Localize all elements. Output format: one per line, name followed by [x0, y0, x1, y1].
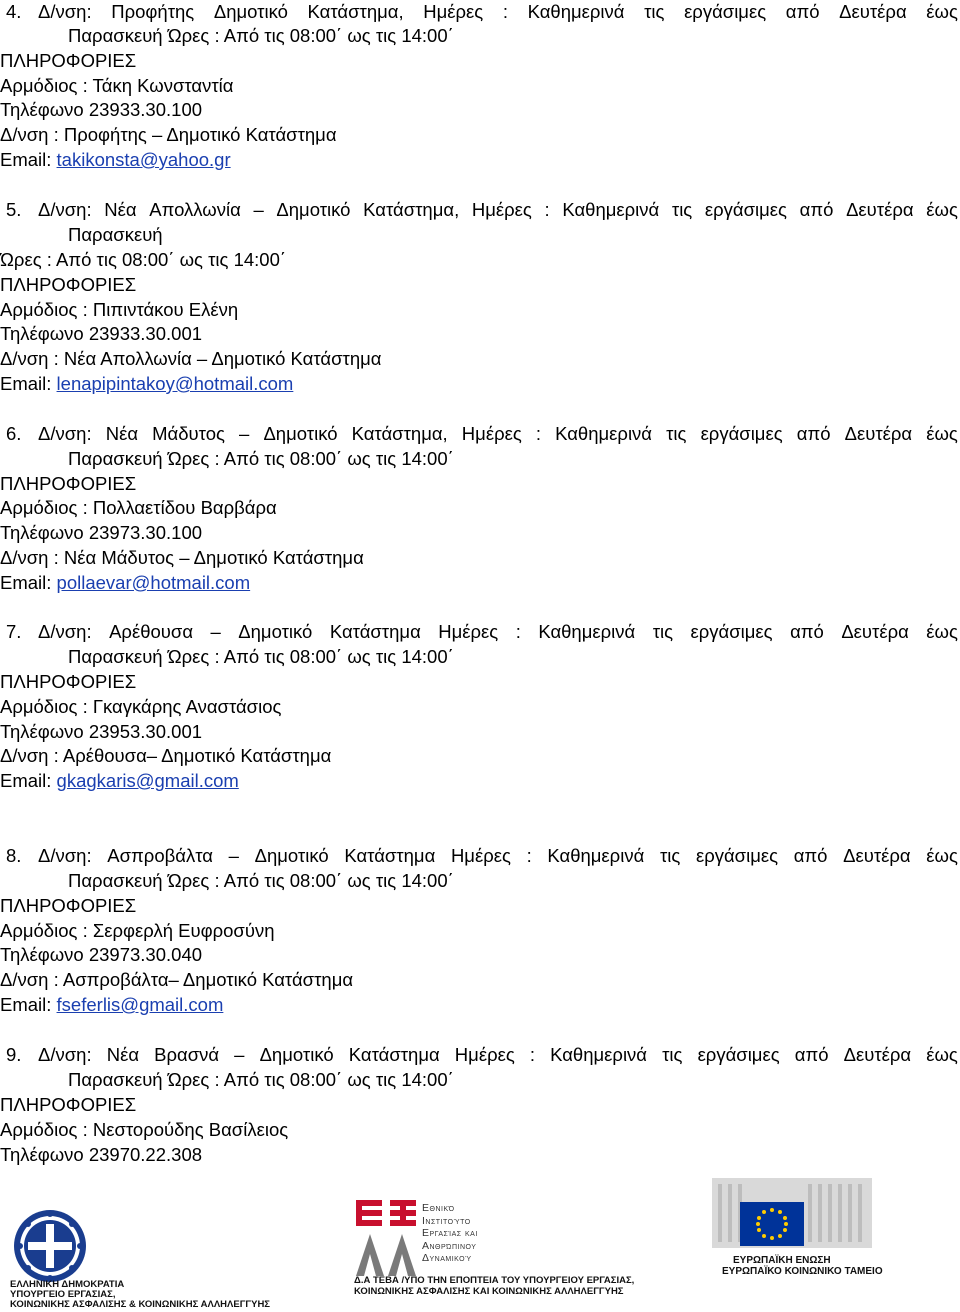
item-6-heading [6, 422, 958, 446]
item-number: 5. [6, 199, 22, 220]
head-word: Κατάστημα [329, 621, 421, 642]
eiead-logo-icon [354, 1198, 420, 1280]
head-word: Δευτέρα [843, 1044, 912, 1065]
item-number: 6. [6, 423, 22, 444]
head-word: Καθημερινά [527, 1, 625, 22]
item-7-email-line [0, 769, 239, 793]
head-word: Δευτέρα [843, 845, 911, 866]
item-8-email-link[interactable]: fseferlis@gmail.com [56, 994, 224, 1015]
head-word: Ασπροβάλτα [107, 845, 213, 866]
head-word: Δημοτικό [276, 199, 351, 220]
head-word: Μάδυτος [152, 423, 225, 444]
item-5-address: Δ/νση : Νέα Απολλωνία – Δημοτικό Κατάστημα [0, 348, 382, 369]
head-word: Δημοτικό [259, 1044, 334, 1065]
item-8-phone: Τηλέφωνο 23973.30.040 [0, 944, 203, 965]
item-8-hours: Παρασκευή Ώρες : Από τις 08:00΄ ως τις 14:00΄ [68, 870, 454, 891]
head-word: από [785, 1, 820, 22]
head-word: Προφήτης [111, 1, 195, 22]
hr-ministry-label: ΥΠΟΥΡΓΕΙΟ ΕΡΓΑΣΙΑΣ, [10, 1289, 116, 1300]
eiead-line: Εργασίας και [422, 1227, 478, 1239]
email-label: Email: [0, 373, 57, 394]
email-label: Email: [0, 149, 57, 170]
item-9-heading [6, 1043, 958, 1067]
eiead-line: Ανθρώπινου [422, 1239, 477, 1252]
head-word: τις [644, 1, 665, 22]
head-word: Δευτέρα [844, 423, 913, 444]
greek-emblem-icon [10, 1206, 90, 1286]
item-8-heading [6, 844, 958, 868]
head-word: Καθημερινά [555, 423, 652, 444]
head-word: Ημέρες [450, 845, 511, 866]
head-word: τις [666, 423, 687, 444]
item-7-email-link[interactable]: gkagkaris@gmail.com [56, 770, 239, 791]
head-word: από [794, 1044, 829, 1065]
head-word: Δημοτικό [263, 423, 338, 444]
item-5-manager: Αρμόδιος : Πιπιντάκου Ελένη [0, 299, 239, 320]
head-word: έως [926, 423, 958, 444]
head-word: Νέα [104, 199, 137, 220]
item-8-manager: Αρμόδιος : Σερφερλή Ευφροσύνη [0, 920, 275, 941]
head-word: Κατάστημα, [363, 199, 460, 220]
head-word: Νέα [105, 423, 139, 444]
head-word: Ημέρες [471, 199, 532, 220]
head-word: Δ/νση: [38, 845, 92, 866]
head-word: Ημέρες [454, 1044, 515, 1065]
item-6-email-link[interactable]: pollaevar@hotmail.com [56, 572, 251, 593]
item-4-address: Δ/νση : Προφήτης – Δημοτικό Κατάστημα [0, 124, 337, 145]
item-6-address: Δ/νση : Νέα Μάδυτος – Δημοτικό Κατάστημα [0, 547, 364, 568]
item-8-email-line [0, 993, 223, 1017]
item-number: 7. [6, 621, 22, 642]
head-word: τις [659, 845, 681, 866]
head-word: Δ/νση: [38, 1, 92, 22]
head-word: – [253, 199, 264, 220]
head-word: Δευτέρα [846, 199, 914, 220]
head-word: τις [652, 621, 674, 642]
head-word: έως [926, 1044, 958, 1065]
item-4-phone: Τηλέφωνο 23933.30.100 [0, 99, 203, 120]
item-5-heading [6, 198, 958, 222]
item-7-heading [6, 620, 958, 644]
head-word: Βρασνά [154, 1044, 220, 1065]
head-word: Κατάστημα, [351, 423, 448, 444]
item-9-info-label: ΠΛΗΡΟΦΟΡΙΕΣ [0, 1094, 137, 1115]
head-word: Καθημερινά [562, 199, 660, 220]
item-9-manager: Αρμόδιος : Νεστορούδης Βασίλειος [0, 1119, 289, 1140]
item-number: 8. [6, 845, 22, 866]
head-word: Δημοτικό [213, 1, 288, 22]
head-word: : [544, 199, 550, 220]
item-9-hours: Παρασκευή Ώρες : Από τις 08:00΄ ως τις 14:00΄ [68, 1069, 454, 1090]
item-7-info-label: ΠΛΗΡΟΦΟΡΙΕΣ [0, 671, 137, 692]
head-word: : [529, 1044, 536, 1065]
head-word: – [210, 621, 221, 642]
head-word: : [535, 423, 542, 444]
head-word: εργάσιμες [695, 845, 779, 866]
item-7-phone: Τηλέφωνο 23953.30.001 [0, 721, 203, 742]
head-word: εργάσιμες [704, 199, 787, 220]
item-5-hours: Ώρες : Από τις 08:00΄ ως τις 14:00΄ [0, 249, 287, 270]
item-4-email-link[interactable]: takikonsta@yahoo.gr [56, 149, 231, 170]
head-word: εργάσιμες [690, 621, 773, 642]
footer-logos [0, 1168, 960, 1312]
item-6-email-line [0, 571, 250, 595]
head-word: – [234, 1044, 245, 1065]
head-word: : [526, 845, 532, 866]
head-word: Κατάστημα, [307, 1, 404, 22]
item-6-hours: Παρασκευή Ώρες : Από τις 08:00΄ ως τις 14:00΄ [68, 448, 454, 469]
head-word: εργάσιμες [700, 423, 783, 444]
item-5-cont: Παρασκευή [68, 224, 163, 245]
head-word: Δ/νση: [38, 423, 92, 444]
item-4-heading [6, 0, 958, 24]
head-word: έως [926, 845, 958, 866]
head-word: Δ/νση: [38, 199, 92, 220]
head-word: έως [926, 199, 958, 220]
head-word: Κατάστημα [344, 845, 436, 866]
email-label: Email: [0, 770, 57, 791]
head-word: Καθημερινά [550, 1044, 647, 1065]
head-word: : [502, 1, 508, 22]
head-word: Δημοτικό [238, 621, 313, 642]
head-word: έως [926, 1, 958, 22]
head-word: Κατάστημα [348, 1044, 440, 1065]
item-7-address: Δ/νση : Αρέθουσα– Δημοτικό Κατάστημα [0, 745, 332, 766]
eiead-line: Ινστιτούτο [422, 1214, 471, 1227]
email-label: Email: [0, 572, 57, 593]
item-9-phone: Τηλέφωνο 23970.22.308 [0, 1144, 203, 1165]
item-number: 9. [6, 1044, 22, 1065]
head-word: έως [926, 621, 958, 642]
head-word: Δ/νση: [38, 621, 92, 642]
head-word: Δευτέρα [841, 621, 909, 642]
head-word: : [515, 621, 521, 642]
item-5-email-line [0, 372, 293, 396]
head-word: Αρέθουσα [109, 621, 194, 642]
item-4-email-line [0, 148, 231, 172]
head-word: Ημέρες [438, 621, 499, 642]
head-word: Νέα [106, 1044, 140, 1065]
eiead-name [422, 1202, 478, 1265]
item-4-info-label: ΠΛΗΡΟΦΟΡΙΕΣ [0, 50, 137, 71]
head-word: τις [671, 199, 693, 220]
head-word: εργάσιμες [684, 1, 767, 22]
item-6-info-label: ΠΛΗΡΟΦΟΡΙΕΣ [0, 473, 137, 494]
head-word: – [228, 845, 239, 866]
eu-union-label: ΕΥΡΩΠΑΪΚΗ ΕΝΩΣΗ [733, 1255, 831, 1266]
item-5-info-label: ΠΛΗΡΟΦΟΡΙΕΣ [0, 274, 137, 295]
head-word: τις [662, 1044, 683, 1065]
item-5-email-link[interactable]: lenapipintakoy@hotmail.com [56, 373, 294, 394]
head-word: εργάσιμες [697, 1044, 780, 1065]
eiead-line: Δυναμικού [422, 1252, 472, 1264]
head-word: Δ/νση: [38, 1044, 92, 1065]
head-word: από [796, 423, 831, 444]
item-7-hours: Παρασκευή Ώρες : Από τις 08:00΄ ως τις 14:00΄ [68, 646, 454, 667]
hr-ministry-label-2: ΚΟΙΝΩΝΙΚΗΣ ΑΣΦΑΛΙΣΗΣ & ΚΟΙΝΩΝΙΚΗΣ ΑΛΛΗΛΕΓΓΥΗΣ [10, 1299, 271, 1310]
head-word: Καθημερινά [538, 621, 636, 642]
hr-republic-label: ΕΛΛΗΝΙΚΗ ΔΗΜΟΚΡΑΤΙΑ [10, 1279, 125, 1290]
head-word: από [790, 621, 824, 642]
item-4-manager: Αρμόδιος : Τάκη Κωνσταντία [0, 75, 234, 96]
head-word: από [799, 199, 834, 220]
head-word: Δημοτικό [254, 845, 329, 866]
head-word: Απολλωνία [149, 199, 241, 220]
dateva-label-2: ΚΟΙΝΩΝΙΚΗΣ ΑΣΦΑΛΙΣΗΣ ΚΑΙ ΚΟΙΝΩΝΙΚΗΣ ΑΛΛΗΛΕΓΓΥΗΣ [354, 1286, 624, 1297]
item-8-address: Δ/νση : Ασπροβάλτα– Δημοτικό Κατάστημα [0, 969, 354, 990]
eiead-line: Εθνικό [422, 1202, 455, 1214]
item-6-phone: Τηλέφωνο 23973.30.100 [0, 522, 203, 543]
item-number: 4. [6, 1, 22, 22]
eu-flag-icon [740, 1202, 804, 1246]
email-label: Email: [0, 994, 57, 1015]
item-8-info-label: ΠΛΗΡΟΦΟΡΙΕΣ [0, 895, 137, 916]
esf-label: ΕΥΡΩΠΑΪΚΟ ΚΟΙΝΩΝΙΚΟ ΤΑΜΕΙΟ [722, 1266, 883, 1277]
head-word: από [793, 845, 828, 866]
item-4-hours: Παρασκευή Ώρες : Από τις 08:00΄ ως τις 14:00΄ [68, 25, 454, 46]
head-word: – [239, 423, 250, 444]
head-word: Δευτέρα [839, 1, 907, 22]
item-5-phone: Τηλέφωνο 23933.30.001 [0, 323, 203, 344]
head-word: Ημέρες [461, 423, 522, 444]
dateva-label: Δ.Α ΤΕΒΑ /ΥΠΟ ΤΗΝ ΕΠΟΠΤΕΙΑ ΤΟΥ ΥΠΟΥΡΓΕΙΟΥ ΕΡΓΑΣΙΑΣ, [354, 1275, 635, 1286]
item-7-manager: Αρμόδιος : Γκαγκάρης Αναστάσιος [0, 696, 282, 717]
head-word: Καθημερινά [547, 845, 645, 866]
item-6-manager: Αρμόδιος : Πολλαετίδου Βαρβάρα [0, 497, 277, 518]
head-word: Ημέρες [423, 1, 484, 22]
